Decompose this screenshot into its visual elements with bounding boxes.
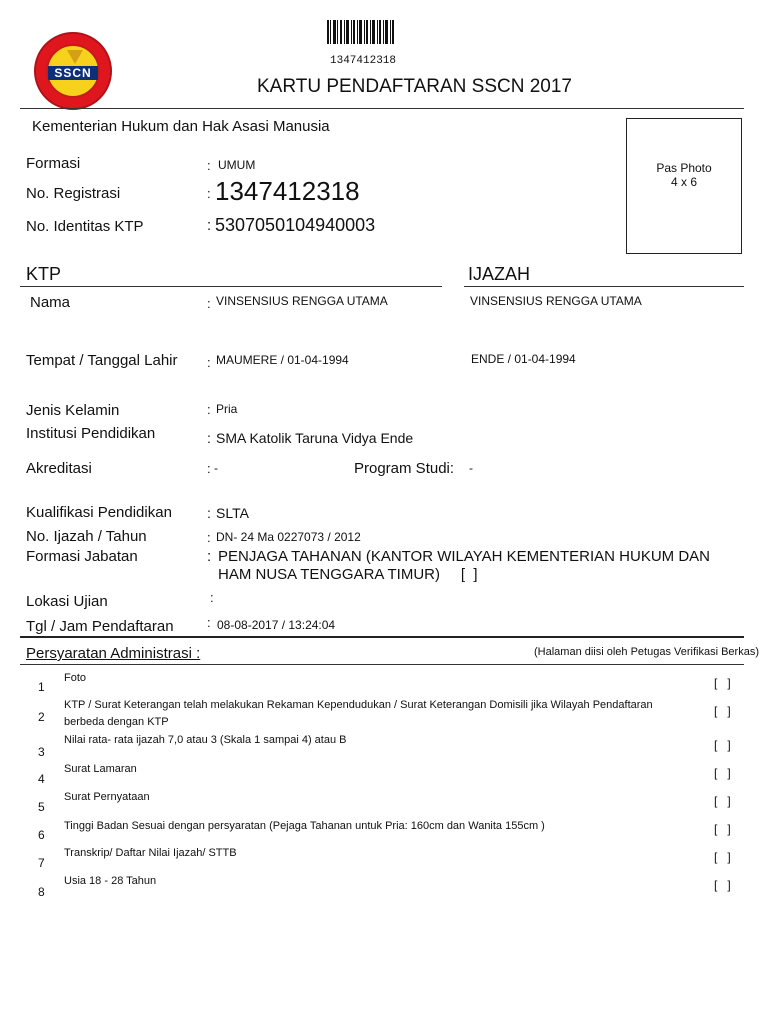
institusi-colon: : [207,430,211,446]
ktp-underline [20,286,442,287]
ttl-colon: : [207,355,211,370]
kualifikasi-label: Kualifikasi Pendidikan [26,504,172,521]
section-ijazah: IJAZAH [468,264,531,284]
institution-name: Kementerian Hukum dan Hak Asasi Manusia [32,118,330,135]
institusi-value: SMA Katolik Taruna Vidya Ende [216,430,414,446]
tgl-label: Tgl / Jam Pendaftaran [26,618,174,635]
formasi-jabatan-label: Formasi Jabatan [26,548,138,565]
nama-label: Nama [30,294,71,311]
ktp-number-label: No. Identitas KTP [26,218,144,235]
formasi-jabatan-colon: : [207,548,212,565]
requirements-underline [20,664,744,665]
req-text: Nilai rata- rata ijazah 7,0 atau 3 (Skala 1 sampai 4) atau B [64,734,347,746]
req-text: Transkrip/ Daftar Nilai Ijazah/ STTB [64,847,237,859]
nama-ijazah-value: VINSENSIUS RENGGA UTAMA [470,294,642,308]
registrasi-colon: : [207,186,211,201]
lokasi-label: Lokasi Ujian [26,593,108,610]
barcode-number: 1347412318 [330,55,397,67]
section-ktp: KTP [26,264,62,284]
institusi-label: Institusi Pendidikan [26,425,156,442]
req-number: 2 [38,710,45,724]
akreditasi-value: - [214,461,218,475]
tgl-value: 08-08-2017 / 13:24:04 [217,618,336,632]
req-checkbox[interactable]: [ ] [714,676,731,690]
nama-ktp-value: VINSENSIUS RENGGA UTAMA [216,294,388,308]
req-text: Tinggi Badan Sesuai dengan persyaratan (Pejaga Tahanan untuk Pria: 160cm dan Wanita 155cm ) [64,820,545,832]
req-text: Foto [64,672,87,684]
photo-box [626,118,742,254]
req-text: Surat Pernyataan [64,791,150,803]
req-checkbox[interactable]: [ ] [714,766,731,780]
req-number: 7 [38,856,45,870]
logo-text: SSCN [48,66,98,80]
req-checkbox[interactable]: [ ] [714,822,731,836]
req-checkbox[interactable]: [ ] [714,850,731,864]
no-ijazah-value: DN- 24 Ma 0227073 / 2012 [216,530,361,544]
req-text: Surat Lamaran [64,763,137,775]
jenis-kelamin-label: Jenis Kelamin [26,402,120,419]
ktp-number-colon: : [207,217,212,234]
jenis-kelamin-value: Pria [216,402,238,416]
page-title: KARTU PENDAFTARAN SSCN 2017 [257,76,572,97]
jenis-kelamin-colon: : [207,402,211,417]
req-number: 4 [38,772,45,786]
formasi-value: UMUM [218,158,256,172]
req-number: 1 [38,680,45,694]
requirements-note: (Halaman diisi oleh Petugas Verifikasi Berkas) [534,646,759,658]
req-checkbox[interactable]: [ ] [714,704,731,718]
formasi-jabatan-line1: PENJAGA TAHANAN (KANTOR WILAYAH KEMENTERIAN HUKUM DAN [218,548,711,565]
nama-colon: : [207,296,211,311]
photo-size: 4 x 6 [670,175,697,189]
photo-label: Pas Photo [656,161,712,175]
registrasi-value: 1347412318 [215,176,360,206]
barcode [326,20,396,54]
req-text-continued: berbeda dengan KTP [64,716,169,728]
no-ijazah-colon: : [207,530,211,545]
requirements-title: Persyaratan Administrasi : [26,645,201,662]
req-checkbox[interactable]: [ ] [714,878,731,892]
tgl-colon: : [207,615,211,630]
ttl-ktp-value: MAUMERE / 01-04-1994 [216,353,349,367]
garuda-icon [67,50,83,64]
req-text: Usia 18 - 28 Tahun [64,875,157,887]
no-ijazah-label: No. Ijazah / Tahun [26,528,147,545]
req-number: 6 [38,828,45,842]
req-number: 3 [38,745,45,759]
program-studi-value: - [469,461,473,475]
ttl-label: Tempat / Tanggal Lahir [26,352,178,369]
kualifikasi-value: SLTA [216,505,249,521]
req-checkbox[interactable]: [ ] [714,738,731,752]
akreditasi-colon: : [207,461,211,476]
req-text: KTP / Surat Keterangan telah melakukan Rekaman Kependudukan / Surat Keterangan Domisili jika Wilayah Pendaftaran [64,699,653,711]
sscn-logo [34,32,112,110]
header-divider [20,108,744,109]
ttl-ijazah-value: ENDE / 01-04-1994 [471,352,576,366]
formasi-jabatan-line2: HAM NUSA TENGGARA TIMUR) [ ] [218,566,478,583]
req-number: 8 [38,885,45,899]
formasi-colon: : [207,158,211,173]
req-number: 5 [38,800,45,814]
formasi-label: Formasi [26,155,81,172]
logo-emblem [46,44,100,98]
ktp-number-value: 5307050104940003 [215,215,376,235]
requirements-divider [20,636,744,638]
lokasi-colon: : [210,590,214,605]
akreditasi-label: Akreditasi [26,460,92,477]
ijazah-underline [464,286,744,287]
registrasi-label: No. Registrasi [26,185,121,202]
kualifikasi-colon: : [207,505,211,521]
req-checkbox[interactable]: [ ] [714,794,731,808]
program-studi-label: Program Studi: [354,460,455,477]
